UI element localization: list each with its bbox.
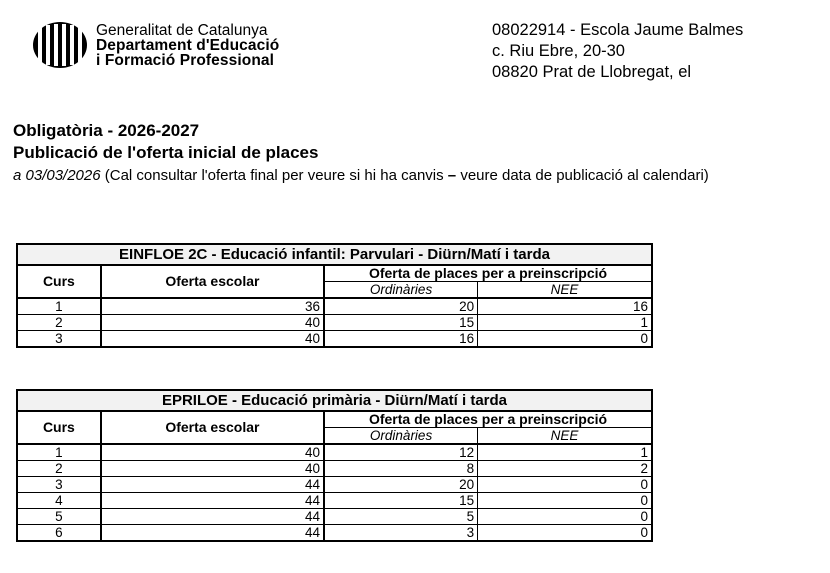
col-oferta: Oferta escolar <box>101 411 324 444</box>
cell-curs: 2 <box>17 315 101 331</box>
cell-curs: 1 <box>17 298 101 315</box>
cell-oferta: 44 <box>101 509 324 525</box>
table-row <box>17 315 652 331</box>
cell-curs: 2 <box>17 461 101 477</box>
page-title: Obligatòria - 2026-2027 <box>13 121 200 140</box>
table-row <box>17 298 652 315</box>
cell-oferta: 40 <box>101 315 324 331</box>
cell-nee: 16 <box>478 298 652 315</box>
col-preinscripcio: Oferta de places per a preinscripció <box>324 265 652 282</box>
dept-line-2: Departament d'Educació <box>96 37 280 54</box>
table-row <box>17 509 652 525</box>
table-row <box>17 331 652 348</box>
school-city: 08820 Prat de Llobregat, el <box>492 63 692 81</box>
cell-ordinaries: 12 <box>324 444 478 461</box>
col-nee: NEE <box>478 428 652 445</box>
note-dash: – <box>447 167 457 184</box>
cell-oferta: 40 <box>101 331 324 348</box>
publication-date: a 03/03/2026 <box>13 167 101 184</box>
cell-oferta: 44 <box>101 477 324 493</box>
cell-oferta: 44 <box>101 525 324 542</box>
cell-oferta: 36 <box>101 298 324 315</box>
cell-nee: 0 <box>478 509 652 525</box>
dept-line-3: i Formació Professional <box>96 52 275 69</box>
cell-ordinaries: 8 <box>324 461 478 477</box>
offer-table-infantil <box>16 243 653 348</box>
cell-curs: 3 <box>17 331 101 348</box>
cell-ordinaries: 16 <box>324 331 478 348</box>
cell-nee: 1 <box>478 315 652 331</box>
cell-ordinaries: 3 <box>324 525 478 542</box>
cell-oferta: 44 <box>101 493 324 509</box>
cell-oferta: 40 <box>101 461 324 477</box>
school-info <box>492 20 743 83</box>
col-nee: NEE <box>478 282 652 299</box>
generalitat-logo-icon <box>32 21 88 69</box>
table-row <box>17 493 652 509</box>
cell-nee: 1 <box>478 444 652 461</box>
publication-note <box>13 165 709 187</box>
cell-oferta: 40 <box>101 444 324 461</box>
note-rest: veure data de publicació al calendari) <box>460 167 709 184</box>
department-name <box>96 23 279 68</box>
table-row <box>17 525 652 542</box>
col-preinscripcio: Oferta de places per a preinscripció <box>324 411 652 428</box>
school-name: 08022914 - Escola Jaume Balmes <box>492 21 744 39</box>
offer-table-primaria <box>16 389 653 542</box>
cell-ordinaries: 20 <box>324 298 478 315</box>
table-title: EPRILOE - Educació primària - Diürn/Matí i tarda <box>17 390 652 411</box>
cell-curs: 5 <box>17 509 101 525</box>
table-title: EINFLOE 2C - Educació infantil: Parvulari - Diürn/Matí i tarda <box>17 244 652 265</box>
col-ordinaries: Ordinàries <box>324 282 478 299</box>
cell-curs: 4 <box>17 493 101 509</box>
table-row <box>17 477 652 493</box>
cell-ordinaries: 20 <box>324 477 478 493</box>
school-street: c. Riu Ebre, 20-30 <box>492 42 625 60</box>
col-curs: Curs <box>17 265 101 298</box>
cell-nee: 0 <box>478 493 652 509</box>
cell-nee: 0 <box>478 525 652 542</box>
cell-nee: 0 <box>478 477 652 493</box>
note-open: (Cal consultar l'oferta final per veure si hi ha canvis <box>104 167 444 184</box>
col-curs: Curs <box>17 411 101 444</box>
cell-nee: 2 <box>478 461 652 477</box>
col-ordinaries: Ordinàries <box>324 428 478 445</box>
dept-line-1: Generalitat de Catalunya <box>96 22 268 39</box>
cell-ordinaries: 15 <box>324 493 478 509</box>
table-row <box>17 444 652 461</box>
cell-ordinaries: 15 <box>324 315 478 331</box>
titles-block <box>13 120 709 187</box>
table-row <box>17 461 652 477</box>
cell-nee: 0 <box>478 331 652 348</box>
cell-curs: 6 <box>17 525 101 542</box>
cell-curs: 1 <box>17 444 101 461</box>
col-oferta: Oferta escolar <box>101 265 324 298</box>
page-subtitle: Publicació de l'oferta inicial de places <box>13 143 319 162</box>
cell-curs: 3 <box>17 477 101 493</box>
cell-ordinaries: 5 <box>324 509 478 525</box>
